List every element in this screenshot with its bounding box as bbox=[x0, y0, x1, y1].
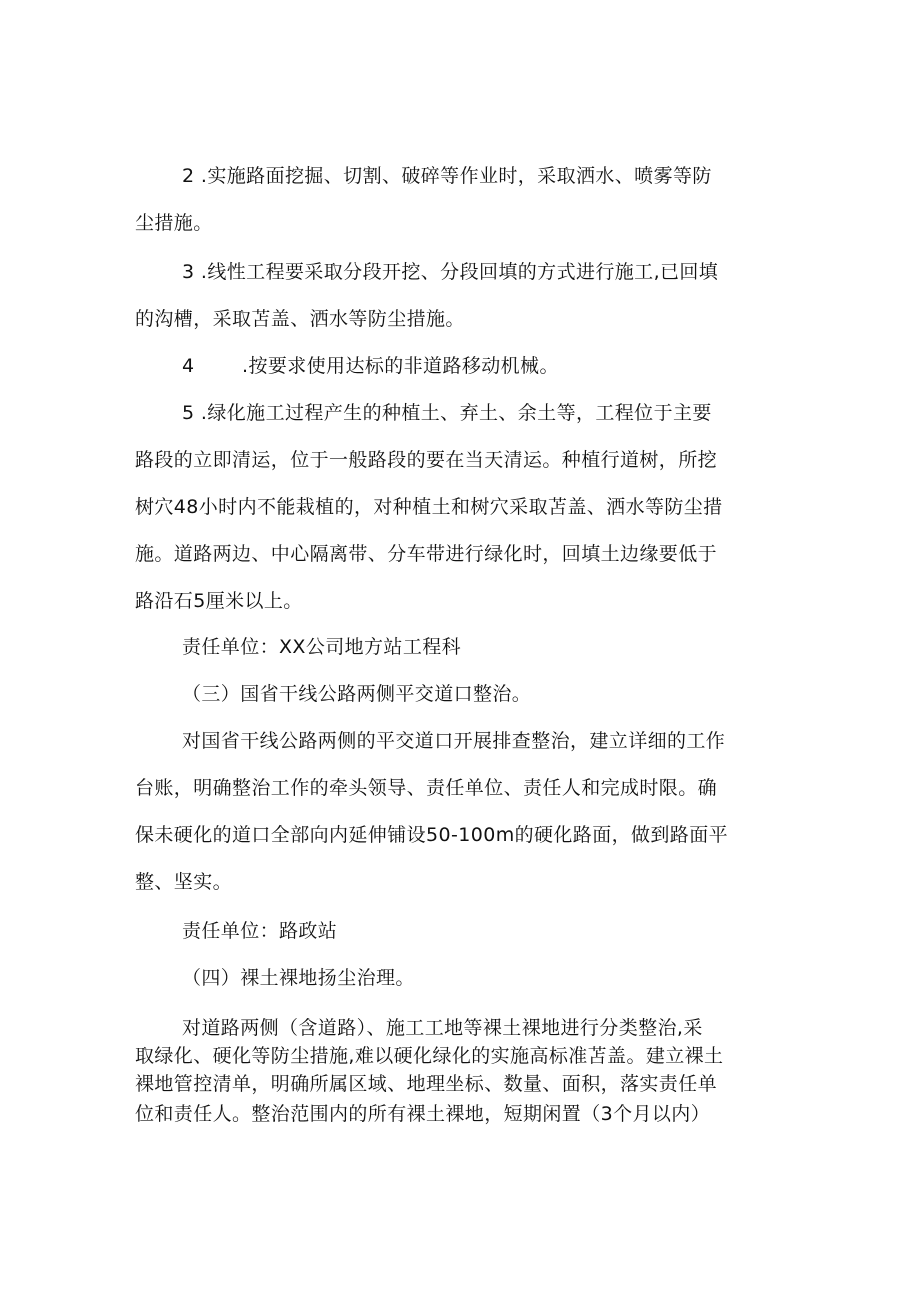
section-4-line-2: 取绿化、硬化等防尘措施,难以硬化绿化的实施高标准苫盖。建立裸土 bbox=[135, 1045, 724, 1067]
responsible-unit-2: 责任单位：路政站 bbox=[182, 920, 338, 942]
section-3-line-1: 对国省干线公路两侧的平交道口开展排查整治，建立详细的工作 bbox=[182, 730, 726, 752]
item-3-line-2: 的沟槽，采取苫盖、洒水等防尘措施。 bbox=[135, 308, 465, 330]
item-5-line-1: 5 .绿化施工过程产生的种植土、弃土、余土等，工程位于主要 bbox=[182, 402, 712, 424]
item-3-line-1: 3 .线性工程要采取分段开挖、分段回填的方式进行施工,已回填 bbox=[182, 261, 719, 283]
item-5-line-2: 路段的立即清运，位于一般路段的要在当天清运。种植行道树，所挖 bbox=[135, 449, 718, 471]
responsible-unit-1: 责任单位：XX公司地方站工程科 bbox=[182, 636, 462, 658]
item-5-line-4: 施。道路两边、中心隔离带、分车带进行绿化时，回填土边缘要低于 bbox=[135, 543, 718, 565]
item-2-line-1: 2 .实施路面挖掘、切割、破碎等作业时，采取洒水、喷雾等防 bbox=[182, 165, 712, 187]
section-3-line-4: 整、坚实。 bbox=[135, 871, 233, 893]
section-3-line-3: 保未硬化的道口全部向内延伸铺设50-100m的硬化路面，做到路面平 bbox=[135, 824, 729, 846]
section-4-line-1: 对道路两侧（含道路）、施工工地等裸土裸地进行分类整治,采 bbox=[182, 1017, 703, 1039]
section-4-line-4: 位和责任人。整治范围内的所有裸土裸地，短期闲置（3个月以内） bbox=[135, 1103, 711, 1125]
section-heading-4: （四）裸土裸地扬尘治理。 bbox=[182, 967, 415, 989]
item-5-line-5: 路沿石5厘米以上。 bbox=[135, 590, 303, 612]
item-2-line-2: 尘措施。 bbox=[135, 212, 213, 234]
item-4-text: .按要求使用达标的非道路移动机械。 bbox=[242, 355, 559, 377]
section-heading-3: （三）国省干线公路两侧平交道口整治。 bbox=[182, 683, 532, 705]
section-4-line-3: 裸地管控清单，明确所属区域、地理坐标、数量、面积，落实责任单 bbox=[135, 1073, 718, 1095]
section-3-line-2: 台账，明确整治工作的牵头领导、责任单位、责任人和完成时限。确 bbox=[135, 777, 718, 799]
item-5-line-3: 树穴48小时内不能栽植的，对种植土和树穴采取苫盖、洒水等防尘措 bbox=[135, 496, 723, 518]
item-4-number: 4 bbox=[182, 355, 195, 377]
